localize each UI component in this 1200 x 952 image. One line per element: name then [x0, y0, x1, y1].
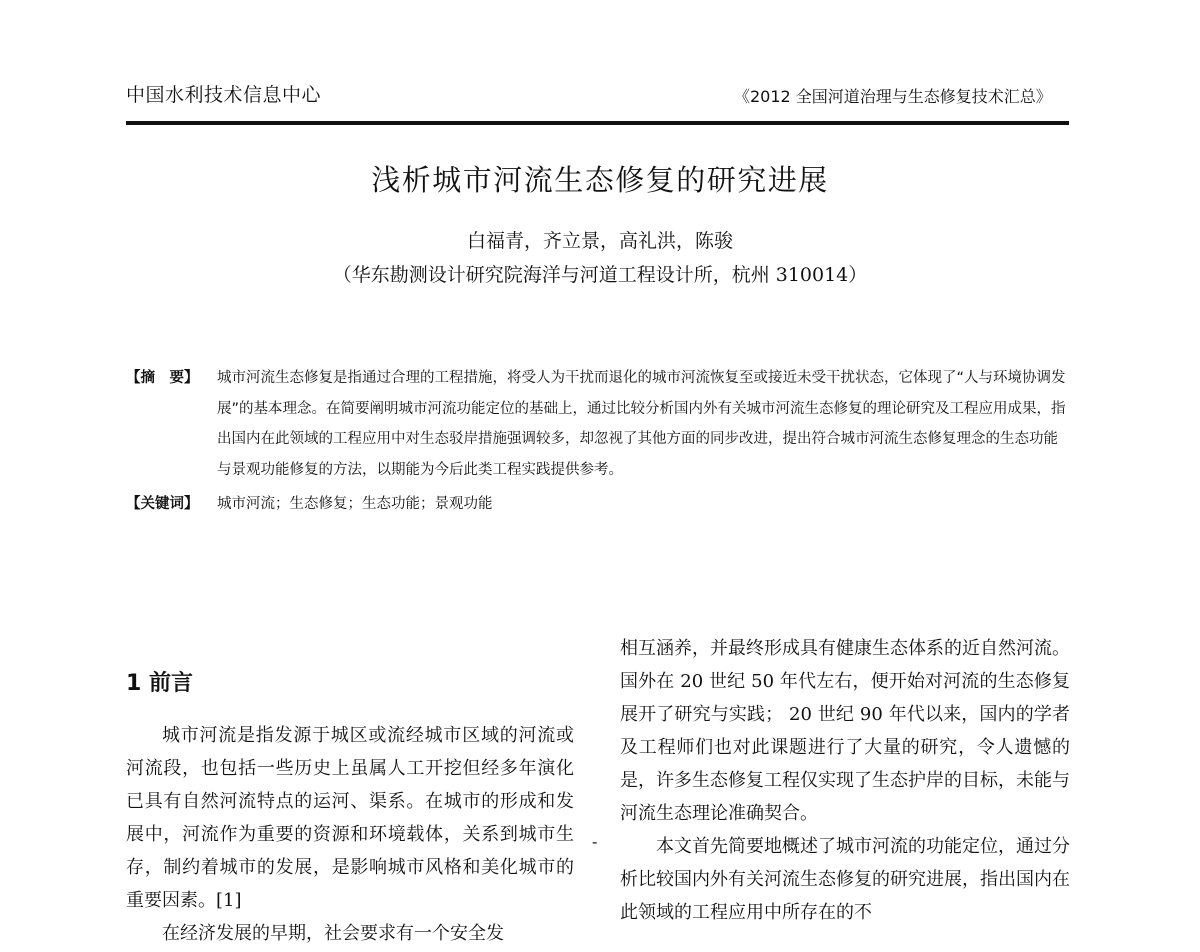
keywords-label: 【关键词】 — [126, 496, 199, 512]
keywords-text: 城市河流；生态修复；生态功能；景观功能 — [217, 496, 493, 512]
right-column — [620, 632, 1070, 929]
header-rule — [126, 121, 1069, 125]
left-column — [126, 719, 574, 950]
header-collection-title: 《2012 全国河道治理与生态修复技术汇总》 — [734, 87, 1052, 106]
left-paragraph-1: 城市河流是指发源于城区或流经城市区域的河流或河流段，也包括一些历史上虽属人工开挖但经多年演化已具有自然河流特点的运河、渠系。在城市的形成和发展中，河流作为重要的资源和环境载体，关系到城市生存，制约着城市的发展，是影响城市风格和美化城市的重要因素。[1] — [126, 725, 574, 911]
abstract-text: 城市河流生态修复是指通过合理的工程措施，将受人为干扰而退化的城市河流恢复至或接近未受干扰状态，它体现了“人与环境协调发展”的基本理念。在简要阐明城市河流功能定位的基础上，通过比较分析国内外有关城市河流生态修复的理论研究及工程应用成果，指出国内在此领域的工程应用中对生态驳岸措施强调较多，却忽视了其他方面的同步改进，提出符合城市河流生态修复理念的生态功能与景观功能修复的方法，以期能为今后此类工程实践提供参考。 — [217, 370, 1066, 478]
right-paragraph-2: 本文首先简要地概述了城市河流的功能定位，通过分析比较国内外有关河流生态修复的研究进展，指出国内在此领域的工程应用中所存在的不 — [620, 836, 1070, 923]
stray-mark: - — [592, 832, 598, 851]
paper-title: 浅析城市河流生态修复的研究进展 — [371, 163, 829, 197]
abstract-block — [126, 363, 1066, 520]
header-publisher: 中国水利技术信息中心 — [126, 84, 322, 106]
right-paragraph-1: 相互涵养，并最终形成具有健康生态体系的近自然河流。国外在 20 世纪 50 年代左右，便开始对河流的生态修复展开了研究与实践； 20 世纪 90 年代以来，国内的学者及工程师们也对此课题进行了大量的研究，令人遗憾的是，许多生态修复工程仅实现了生态护岸的目标，未能与河流生态理论准确契合。 — [620, 638, 1070, 824]
abstract-label: 【摘 要】 — [126, 370, 199, 386]
paper-affiliation: （华东勘测设计研究院海洋与河道工程设计所，杭州 310014） — [332, 264, 868, 286]
paper-authors: 白福青，齐立景，高礼洪，陈骏 — [466, 230, 733, 252]
section-heading: 1 前言 — [126, 671, 193, 696]
left-paragraph-2: 在经济发展的早期，社会要求有一个安全发 — [162, 923, 504, 944]
